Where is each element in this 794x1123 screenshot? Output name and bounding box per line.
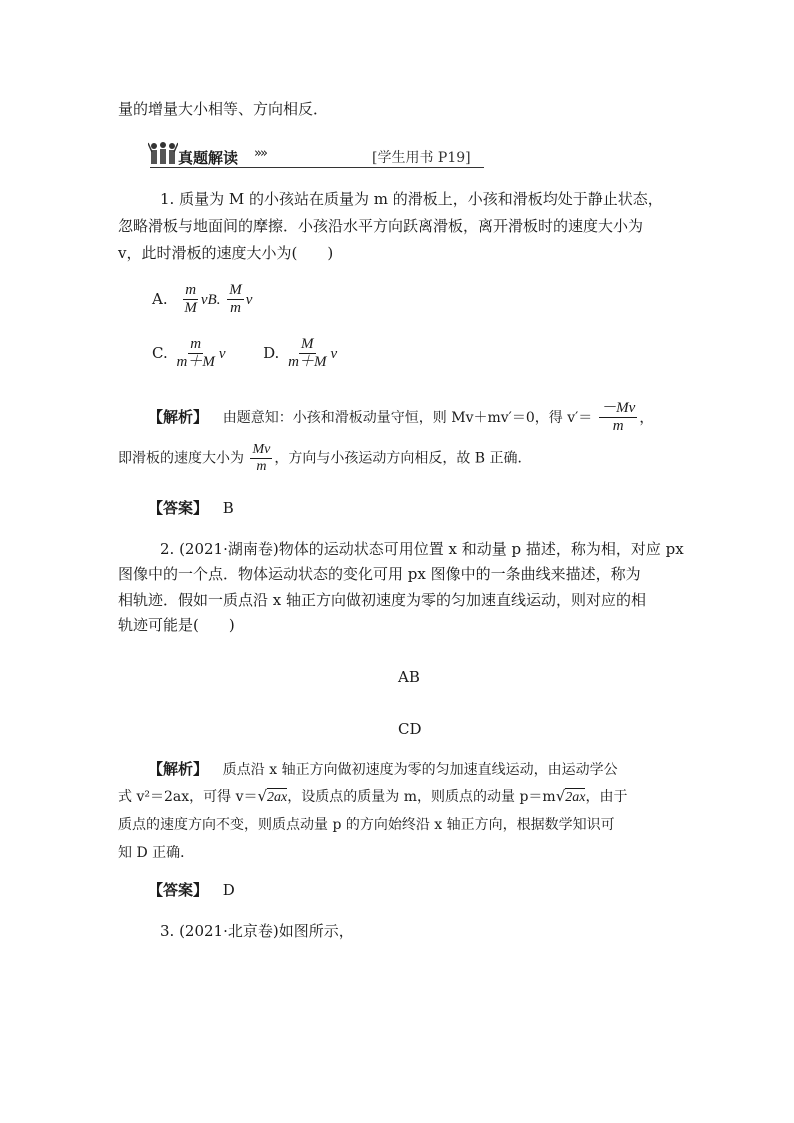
q2-analysis-text-2a: 式 v²＝2ax，可得 v＝ bbox=[118, 789, 258, 805]
q2-analysis-text-1: 质点沿 x 轴正方向做初速度为零的匀加速直线运动，由运动学公 bbox=[222, 762, 618, 778]
q1-option-a-label: A. bbox=[152, 289, 168, 308]
q1-options-ab bbox=[152, 282, 252, 318]
q2-analysis-label: 【解析】 bbox=[148, 760, 209, 778]
section-arrows: »» bbox=[254, 146, 266, 161]
q1-options-cd bbox=[152, 336, 337, 372]
q2-analysis-line-1 bbox=[148, 758, 618, 779]
q1-analysis-fraction-2: $\frac{Mv}{m}$ bbox=[252, 442, 271, 475]
q2-answer-label: 【答案】 bbox=[148, 881, 209, 899]
q1-analysis-fraction: $\frac{-Mv}{m}$ bbox=[601, 400, 636, 435]
page-reference: [学生用书 P19] bbox=[372, 150, 471, 166]
q1-line-1: 1. 质量为 M 的小孩站在质量为 m 的滑板上，小孩和滑板均处于静止状态， bbox=[160, 190, 663, 208]
q1-option-c-label: C. bbox=[152, 343, 168, 362]
q2-answer-value: D bbox=[222, 881, 235, 899]
q1-option-a-tail: vB. bbox=[200, 291, 221, 308]
q1-line-3: v，此时滑板的速度大小为( ) bbox=[118, 244, 334, 262]
q1-analysis-line-1 bbox=[148, 400, 654, 436]
q2-sqrt-2: 2ax bbox=[565, 790, 586, 805]
q2-line-3: 相轨迹．假如一质点沿 x 轴正方向做初速度为零的匀加速直线运动，则对应的相 bbox=[118, 591, 646, 609]
q1-analysis-text-2b: ，方向与小孩运动方向相反，故 B 正确． bbox=[274, 450, 532, 467]
q2-analysis-line-3: 质点的速度方向不变，则质点动量 p 的方向始终沿 x 轴正方向，根据数学知识可 bbox=[118, 817, 615, 833]
q1-option-b-tail: v bbox=[245, 291, 253, 308]
q1-analysis-comma: ， bbox=[639, 407, 655, 426]
q1-option-d-tail: v bbox=[330, 345, 338, 362]
q2-analysis-text-2b: ，设质点的质量为 m，则质点的动量 p＝m bbox=[287, 789, 556, 805]
q2-analysis-line-4: 知 D 正确． bbox=[118, 845, 195, 861]
students-icon bbox=[148, 140, 178, 166]
q2-analysis-text-2c: ，由于 bbox=[585, 789, 628, 805]
q1-line-2: 忽略滑板与地面间的摩擦．小孩沿水平方向跃离滑板，离开滑板时的速度大小为 bbox=[118, 217, 644, 235]
q1-analysis-text: 由题意知：小孩和滑板动量守恒，则 Mv＋mv′＝0，得 v′＝ bbox=[222, 409, 593, 426]
section-underline bbox=[150, 167, 484, 168]
q1-answer bbox=[148, 497, 234, 518]
q2-line-4: 轨迹可能是( ) bbox=[118, 616, 235, 634]
q1-option-c-fraction: $\frac{m}{m+M}$ bbox=[176, 336, 215, 371]
q2-answer bbox=[148, 879, 235, 900]
q2-line-2: 图像中的一个点．物体运动状态的变化可用 px 图像中的一条曲线来描述，称为 bbox=[118, 565, 641, 583]
q1-option-d-fraction: $\frac{M}{m+M}$ bbox=[288, 336, 327, 371]
q1-analysis-label: 【解析】 bbox=[148, 407, 209, 426]
q1-answer-label: 【答案】 bbox=[148, 499, 209, 517]
q1-analysis-line-2 bbox=[118, 442, 532, 475]
q2-line-1: 2. (2021·湖南卷)物体的运动状态可用位置 x 和动量 p 描述，称为相，对应 px bbox=[160, 540, 684, 558]
q1-option-d-label: D. bbox=[263, 343, 280, 362]
q1-answer-value: B bbox=[222, 499, 234, 517]
q2-options-cd: CD bbox=[398, 720, 422, 738]
section-title: 真题解读 bbox=[178, 149, 239, 167]
q2-options-ab: AB bbox=[398, 668, 420, 686]
q3-line-1: 3. (2021·北京卷)如图所示， bbox=[160, 922, 354, 940]
q1-option-b-fraction: $\frac{M}{m}$ bbox=[229, 282, 242, 317]
q1-option-c-tail: v bbox=[218, 345, 226, 362]
continuation-text: 量的增量大小相等、方向相反． bbox=[118, 100, 329, 118]
q1-option-a-fraction: $\frac{m}{M}$ bbox=[184, 282, 197, 317]
q2-analysis-line-2: 式 v²＝2ax，可得 v＝√2ax，设质点的质量为 m，则质点的动量 p＝m√2ax，由于 bbox=[118, 787, 628, 805]
q2-sqrt-1: 2ax bbox=[267, 790, 288, 805]
q1-analysis-text-2a: 即滑板的速度大小为 bbox=[118, 450, 244, 467]
